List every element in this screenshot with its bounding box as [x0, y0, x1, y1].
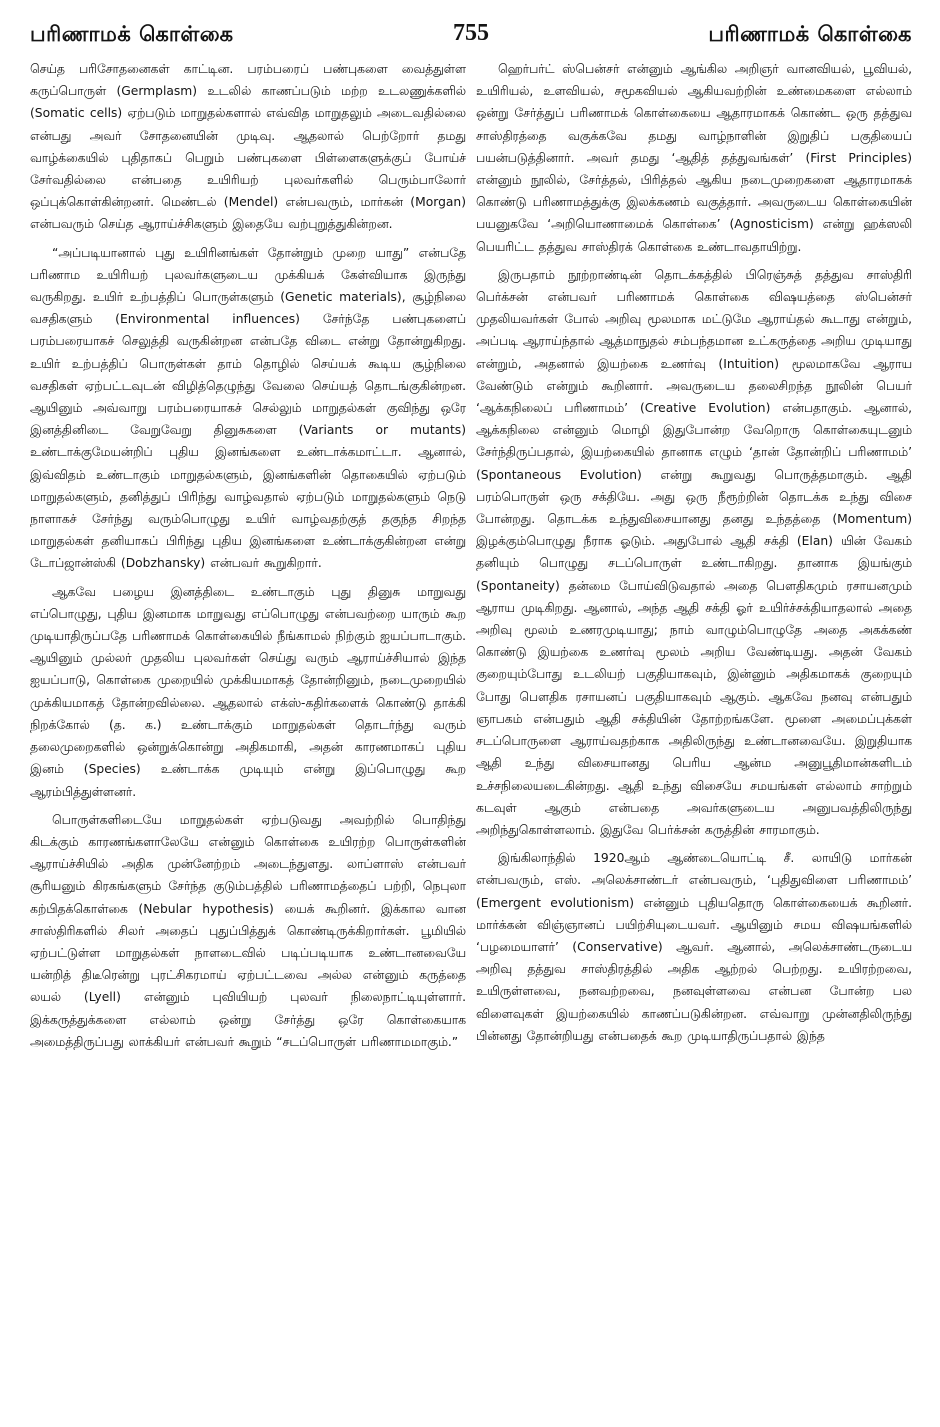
running-head-right: பரிணாமக் கொள்கை	[708, 22, 912, 46]
running-head-left: பரிணாமக் கொள்கை	[30, 22, 234, 46]
paragraph: ஹெர்பர்ட் ஸ்பென்சர் என்னும் ஆங்கில அறிஞர் வானவியல், பூவியல், உயிரியல், உளவியல், சமூகவியல் ஆகியவற்றின் உண்மைகளை எல்லாம் ஒன்று சேர்த்துப் பரிணாமக் கொள்கையை ஆதாரமாகக் கொண்ட ஒரு தத்துவ சாஸ்திரத்தை வகுக்கவே தமது வாழ்நாளின் இறுதிப் பகுதியைப் பயன்படுத்தினார். அவர் தமது ‘ஆதித் தத்துவங்கள்’ (First Principles) என்னும் நூலில், சேர்த்தல், பிரித்தல் ஆகிய நடைமுறைகளை ஆதாரமாகக் கொண்டு பரிணாமத்துக்கு இலக்கணம் வகுத்தார். அவருடைய கொள்கையின் பயனுகவே ‘அறியொணாமைக் கொள்கை’ (Agnosticism) என்று ஹக்ஸலி பெயரிட்ட தத்துவ சாஸ்திரக் கொள்கை உண்டாவதாயிற்று.	[476, 62, 912, 254]
paragraph: இருபதாம் நூற்றாண்டின் தொடக்கத்தில் பிரெஞ்சுத் தத்துவ சாஸ்திரி பெர்க்சன் என்பவர் பரிணாமக் கொள்கை விஷயத்தை ஸ்பென்சர் முதலியவர்கள் போல் அறிவு மூலமாக மட்டுமே ஆராய்தல் கூடாது என்றும், அப்படி ஆராய்ந்தால் ஆத்மாநுதல் சம்பந்தமான உட்கருத்தை அறிய முடியாது என்றும், அதனால் இயற்கை உணர்வு (Intuition) மூலமாகவே ஆராய வேண்டும் என்றும் கூறினார். அவருடைய தலைசிறந்த நூலின் பெயர் ‘ஆக்கநிலைப் பரிணாமம்’ (Creative Evolution) என்பதாகும். ஆனால், ஆக்கநிலை என்னும் மொழி இதுபோன்ற வேறொரு கொள்கையுடனும் சேர்ந்திருப்பதால், இயற்கையில் தானாக எழும் ‘தான் தோன்றிப் பரிணாமம்’ (Spontaneous Evolution) என்று கூறுவது பொருத்தமாகும். ஆதி பரம்பொருள் ஒரு சக்தியே. அது ஒரு நீரூற்றின் தொடக்க உந்து விசை போன்றது. தொடக்க உந்துவிசையானது தனது உந்தத்தை (Momentum) இழக்கும்பொழுது நீராக ஓடும். அதுபோல் ஆதி சக்தி (Elan) யின் வேகம் தனியும் பொழுது சடப்பொருள் உண்டாகிறது. தானாக இயங்கும் (Spontaneity) தன்மை போய்விடுவதால் அதை பௌதிகமும் ரசாயனமும் ஆராய முடிகிறது. ஆனால், அந்த ஆதி சக்தி ஓர் உயிர்ச்சக்தியாதலால் அதை அறிவு மூலம் உணரமுடியாது; நாம் வாழும்பொழுதே அதை அகக்கண் கொண்டு இயற்கை உணர்வு மூலம் அறிய வேண்டியது. அதன் வேகம் குறையும்போது உடலியற் பகுதியாகவும், இன்னும் அதிகமாகக் குறையும் போது பௌதிக ரசாயனப் பகுதியாகவும் ஆகும். ஆகவே நனவு என்பதும் ஞாபகம் என்பதும் ஆதி சக்தியின் தோற்றங்களே. மூளை அமைப்புக்கள் சடப்பொருளை ஆராய்வதற்காக அதிலிருந்து உண்டானவையே. இறுதியாக ஆதி உந்து விசையானது பெரிய ஆன்ம அனுபூதிமான்களிடம் உச்சநிலையடைகின்றது. ஆதி உந்து விசையே சமயங்கள் எல்லாம் சாற்றும் கடவுள் ஆகும் என்பதை அவர்களுடைய அனுபவத்திலிருந்து அறிந்துகொள்ளலாம். இதுவே பெர்க்சன் கருத்தின் சாரமாகும்.	[476, 267, 912, 837]
page-header	[30, 14, 912, 58]
left-column	[30, 58, 466, 1410]
paragraph: “அப்படியானால் புது உயிரினங்கள் தோன்றும் முறை யாது” என்பதே பரிணாம உயிரியற் புலவர்களுடைய முக்கியக் கேள்வியாக இருந்து வருகிறது. உயிர் உற்பத்திப் பொருள்களும் (Genetic materials), சூழ்நிலை வசதிகளும் (Environmental influences) சேர்ந்தே பண்புகளைப் பரம்பரையாகச் செலுத்தி வருகின்றன என்பதே விடை என்று தோன்றுகிறது. உயிர் உற்பத்திப் பொருள்கள் தாம் தொழில் செய்யக் கூடிய சூழ்நிலை வசதிகள் ஏற்பட்டவுடன் விழித்தெழுந்து வேலை செய்யத் தொடங்குகின்றன. ஆயினும் அவ்வாறு பரம்பரையாகச் செல்லும் மாறுதல்கள் குவிந்து ஒரே இனத்தினிடை வேறுவேறு தினுசுகளை (Variants or mutants) உண்டாக்குமேயன்றிப் புதிய இனங்களை உண்டாக்கமாட்டா. ஆனால், இவ்விதம் உண்டாகும் மாறுதல்களும், இனங்களின் தொகையில் ஏற்படும் மாறுதல்களும், தனித்துப் பிரிந்து வாழ்வதால் ஏற்படும் மாறுதல்களும் நெடு நாளாகச் சேர்ந்து வரும்பொழுது உயிர் வாழ்வதற்குத் தகுந்த சிறந்த மாறுதல்கள் தனியாகப் பிரிந்து புதிய இனங்களை உண்டாக்குகின்றன என்று டோப்ஜான்ஸ்கி (Dobzhansky) என்பவர் கூறுகிறார்.	[30, 245, 466, 571]
right-column	[476, 58, 912, 1410]
text-columns	[30, 58, 912, 1410]
paragraph: பொருள்களிடையே மாறுதல்கள் ஏற்படுவது அவற்றில் பொதிந்து கிடக்கும் காரணங்களாலேயே என்னும் கொள்கை உயிரற்ற பொருள்களின் ஆராய்ச்சியில் அதிக முன்னேற்றம் அடைந்துளது. லாப்ளாஸ் என்பவர் சூரியனும் கிரகங்களும் சேர்ந்த குடும்பத்தில் பரிணாமத்தைப் பற்றி, நெபுலா கற்பிதக்கொள்கை (Nebular hypothesis) யைக் கூறினர். இக்கால வான சாஸ்திரிகளில் சிலர் அதைப் புதுப்பித்துக் கொண்டிருக்கிறார்கள். பூமியில் ஏற்பட்டுள்ள மாறுதல்கள் நாளடைவில் படிப்படியாக உண்டானவையே யன்றித் திடீரென்று புரட்சிகரமாய் ஏற்பட்டவை அல்ல என்னும் கருத்தை லயல் (Lyell) என்னும் புவியியற் புலவர் நிலைநாட்டியுள்ளார். இக்கருத்துக்களை எல்லாம் ஒன்று சேர்த்து ஒரே கொள்கையாக அமைத்திருப்பது லாக்கியர் என்பவர் கூறும் “சடப்பொருள் பரிணாமமாகும்.”	[30, 812, 466, 1049]
paragraph: இங்கிலாந்தில் 1920ஆம் ஆண்டையொட்டி சீ. லாயிடு மார்கன் என்பவரும், எஸ். அலெக்சாண்டர் என்பவரும், ‘புதிதுவிளை பரிணாமம்’ (Emergent evolutionism) என்னும் புதியதொரு கொள்கையைக் கூறினர். மார்க்கன் விஞ்ஞானப் பயிற்சியுடையவர். ஆயினும் சமய விஷயங்களில் ‘பழமையாளர்’ (Conservative) ஆவர். ஆனால், அலெக்சாண்டருடைய அறிவு தத்துவ சாஸ்திரத்தில் அதிக ஆற்றல் பெற்றது. உயிரற்றவை, உயிருள்ளவை, நனவற்றவை, நனவுள்ளவை என்பன போன்ற பல விளைவுகள் இயற்கையில் காணப்படுகின்றன. எவ்வாறு முன்னதிலிருந்து பின்னது தோன்றியது என்பதைக் கூற முடியாதிருப்பதால் இந்த	[476, 851, 912, 1043]
paragraph: ஆகவே பழைய இனத்திடை உண்டாகும் புது தினுசு மாறுவது எப்பொழுது, புதிய இனமாக மாறுவது எப்பொழுது என்பவற்றை யாரும் கூற முடியாதிருப்பதே பரிணாமக் கொள்கையில் நீங்காமல் நிற்கும் ஐயப்பாடாகும். ஆயினும் முல்லர் முதலிய புலவர்கள் செய்து வரும் ஆராய்ச்சியால் இந்த ஐயப்பாடு, கொள்கை முறையில் முக்கியமாகத் தோன்றினும், நடைமுறையில் முக்கியமாகத் தோன்றவில்லை. ஆதலால் எக்ஸ்-கதிர்களைக் கொண்டு தாக்கி நிறக்கோல் (த. க.) உண்டாக்கும் மாறுதல்கள் தொடர்ந்து வரும் தலைமுறைகளில் ஒன்றுக்கொன்று அதிகமாகி, அதன் காரணமாகப் புதிய இனம் (Species) உண்டாக்க முடியும் என்று இப்பொழுது கூற ஆரம்பித்துள்ளனர்.	[30, 584, 466, 799]
page-number: 755	[453, 20, 489, 46]
paragraph: செய்த பரிசோதனைகள் காட்டின. பரம்பரைப் பண்புகளை வைத்துள்ள கருப்பொருள் (Germplasm) உடலில் காணப்படும் மற்ற உடலணுக்களில் (Somatic cells) ஏற்படும் மாறுதல்களால் எவ்வித மாறுதலும் அடைவதில்லை என்பது அவர் சோதனையின் முடிவு. ஆதலால் பெற்றோர் தமது வாழ்க்கையில் புதிதாகப் பெறும் பண்புகளை பிள்ளைகளுக்குப் போய்ச் சேர்வதில்லை என்பதை உயிரியற் புலவர்களில் பெரும்பாலோர் ஒப்புக்கொள்கின்றனர். மெண்டல் (Mendel) என்பவரும், மார்கன் (Morgan) என்பவரும் செய்த ஆராய்ச்சிகளும் இதையே வற்புறுத்துகின்றன.	[30, 62, 466, 232]
